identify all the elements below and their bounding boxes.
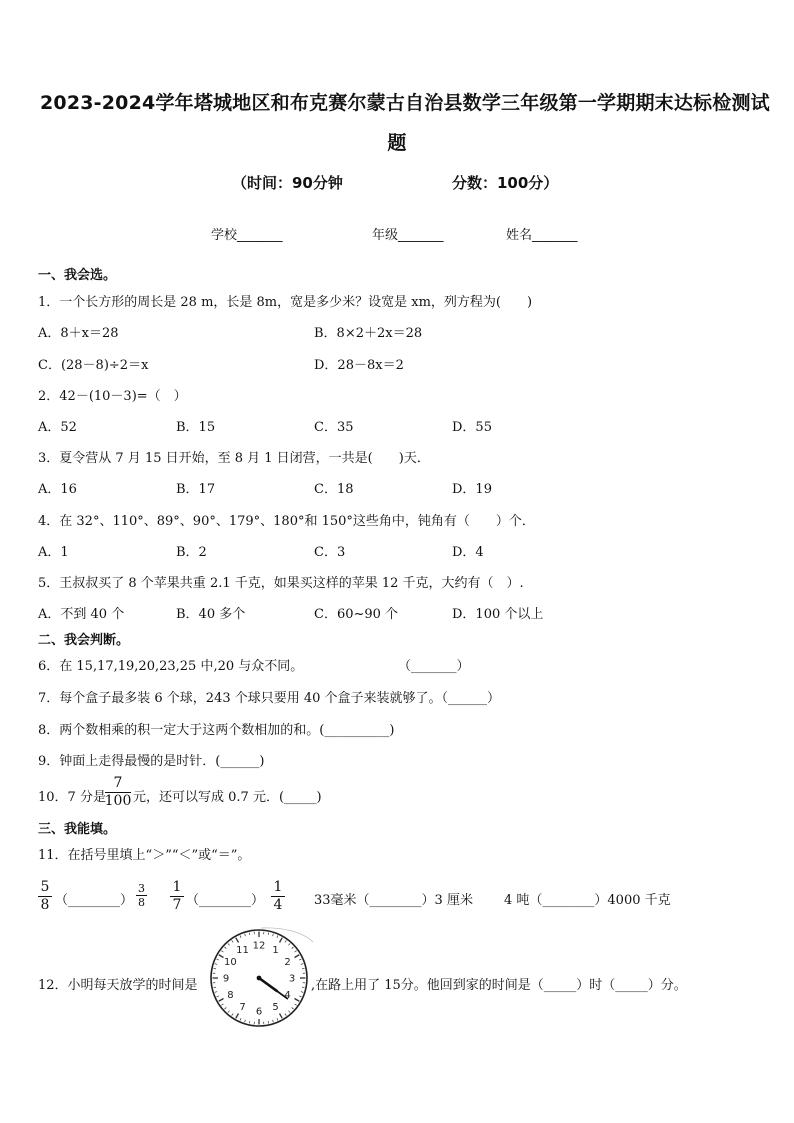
q3-option-c[interactable]: C．18 xyxy=(314,482,354,497)
q11-fraction-3-8 xyxy=(136,882,147,909)
q11-item-length[interactable]: 33毫米（________）3 厘米 xyxy=(314,893,473,908)
question-5: 5．王叔叔买了 8 个苹果共重 2.1 千克，如果买这样的苹果 12 千克，大约有（ ）. xyxy=(38,576,524,591)
q11-blank-2[interactable]: （________） xyxy=(186,893,265,908)
clock-number: 1 xyxy=(272,944,279,956)
q3-option-d[interactable]: D．19 xyxy=(452,482,492,497)
q4-option-a[interactable]: A．1 xyxy=(38,545,69,560)
page-title: 2023-2024学年塔城地区和布克赛尔蒙古自治县数学三年级第一学期期末达标检测试 xyxy=(40,92,770,114)
name-field[interactable]: 姓名_______ xyxy=(506,228,578,243)
fraction-numerator: 1 xyxy=(273,879,283,895)
q11-blank-1[interactable]: （________） xyxy=(55,893,134,908)
q10-fraction-numerator: 7 xyxy=(113,775,123,791)
page-title-line2: 题 xyxy=(387,132,407,154)
q6-answer-blank[interactable]: （_______） xyxy=(398,659,470,674)
question-10-prefix: 10．7 分是 xyxy=(38,790,106,805)
question-1: 1．一个长方形的周长是 28 m，长是 8m，宽是多少米？设宽是 xm，列方程为( ) xyxy=(38,295,533,310)
q5-option-a[interactable]: A．不到 40 个 xyxy=(38,607,125,622)
question-3: 3．夏令营从 7 月 15 日开始，至 8 月 1 日闭营，一共是( )天． xyxy=(38,451,430,466)
q5-option-b[interactable]: B．40 多个 xyxy=(176,607,246,622)
fraction-denominator: 4 xyxy=(273,897,283,913)
clock-number: 6 xyxy=(255,1006,263,1018)
question-12-suffix: ,在路上用了 15分。他回到家的时间是（_____）时（_____）分。 xyxy=(311,978,687,993)
clock-number: 9 xyxy=(222,973,230,985)
fraction-numerator: 1 xyxy=(172,879,182,895)
q2-option-b[interactable]: B．15 xyxy=(176,420,216,435)
question-9: 9．钟面上走得最慢的是时针．(______) xyxy=(38,754,265,769)
question-6: 6．在 15,17,19,20,23,25 中,20 与众不同。 xyxy=(38,659,304,674)
q2-option-c[interactable]: C．35 xyxy=(314,420,354,435)
q4-option-b[interactable]: B．2 xyxy=(176,545,207,560)
section-heading-choice: 一、我会选。 xyxy=(38,268,117,283)
q5-option-c[interactable]: C．60~90 个 xyxy=(314,607,399,622)
question-8: 8．两个数相乘的积一定大于这两个数相加的和。(__________) xyxy=(38,723,395,738)
question-10-suffix: 元，还可以写成 0.7 元．(_____) xyxy=(133,790,322,805)
q11-fraction-1-4 xyxy=(271,879,285,914)
clock-number: 8 xyxy=(227,990,234,1001)
question-12-prefix: 12．小明每天放学的时间是 xyxy=(38,978,198,993)
q1-option-d[interactable]: D．28－8x＝2 xyxy=(314,358,404,373)
question-2: 2．42－(10－3)=（ ） xyxy=(38,389,187,404)
school-field[interactable]: 学校_______ xyxy=(211,228,283,243)
clock-number: 3 xyxy=(288,973,296,985)
exam-score: 分数：100分） xyxy=(452,174,559,192)
fraction-denominator: 8 xyxy=(138,896,145,909)
q2-option-d[interactable]: D．55 xyxy=(452,420,492,435)
fraction-numerator: 3 xyxy=(138,882,145,895)
clock-number: 11 xyxy=(236,944,249,956)
q2-option-a[interactable]: A．52 xyxy=(38,420,77,435)
q10-fraction-denominator: 100 xyxy=(104,793,132,809)
q3-option-b[interactable]: B．17 xyxy=(176,482,216,497)
clock-number: 10 xyxy=(224,957,237,968)
question-7: 7．每个盒子最多装 6 个球，243 个球只要用 40 个盒子来装就够了。（______） xyxy=(38,691,501,706)
fraction-denominator: 8 xyxy=(40,897,50,913)
q1-option-b[interactable]: B．8×2＋2x＝28 xyxy=(314,326,423,341)
fraction-denominator: 7 xyxy=(172,897,182,913)
exam-time: （时间：90分钟 xyxy=(232,174,343,192)
q4-option-d[interactable]: D．4 xyxy=(452,545,484,560)
question-4: 4．在 32°、110°、89°、90°、179°、180°和 150°这些角中，钝角有（ ）个． xyxy=(38,514,535,529)
q1-option-a[interactable]: A．8＋x＝28 xyxy=(38,326,119,341)
fraction-numerator: 5 xyxy=(40,879,50,895)
q5-option-d[interactable]: D．100 个以上 xyxy=(452,607,544,622)
clock-number: 2 xyxy=(284,957,291,968)
question-11: 11．在括号里填上“＞”“＜”或“＝”。 xyxy=(38,848,251,863)
clock-center xyxy=(257,976,262,981)
q10-fraction xyxy=(105,775,131,810)
clock-number: 5 xyxy=(272,1002,279,1014)
clock-number: 7 xyxy=(239,1002,246,1014)
clock-number: 12 xyxy=(252,940,266,952)
section-heading-judge: 二、我会判断。 xyxy=(38,633,130,648)
q1-option-c[interactable]: C．(28－8)÷2＝x xyxy=(38,358,149,373)
q11-item-weight[interactable]: 4 吨（________）4000 千克 xyxy=(504,893,671,908)
q4-option-c[interactable]: C．3 xyxy=(314,545,346,560)
section-heading-fill: 三、我能填。 xyxy=(38,822,117,837)
clock-number: 4 xyxy=(284,990,291,1001)
clock-face xyxy=(203,922,315,1034)
grade-field[interactable]: 年级_______ xyxy=(372,228,444,243)
q11-fraction-1-7 xyxy=(170,879,184,914)
q11-fraction-5-8 xyxy=(38,879,52,914)
q3-option-a[interactable]: A．16 xyxy=(38,482,77,497)
